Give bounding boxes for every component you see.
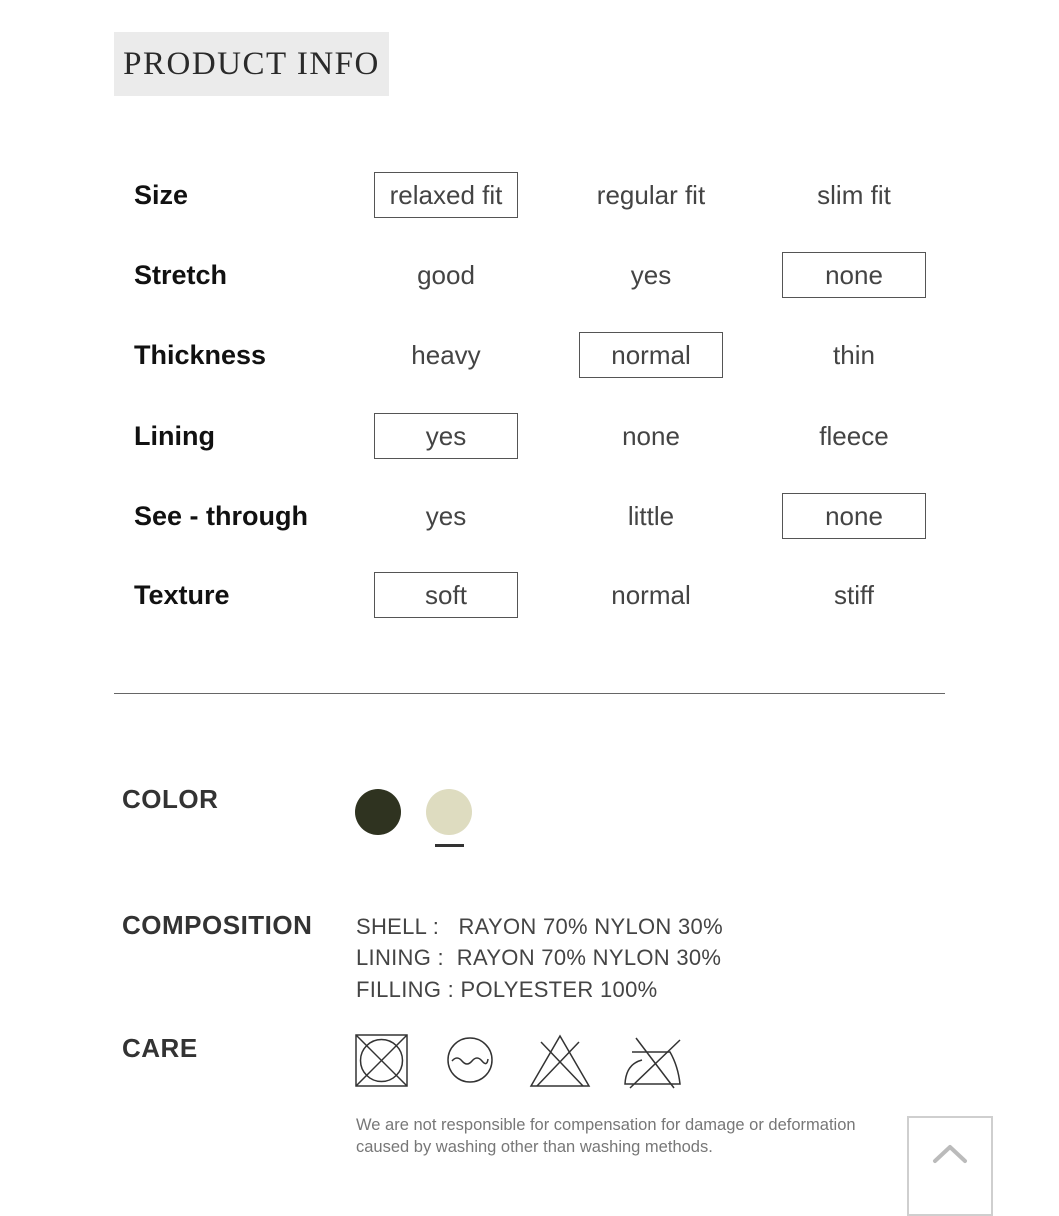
attr-label: Lining — [134, 421, 215, 451]
attr-option: soft — [374, 572, 518, 618]
composition-line-lining: LINING : RAYON 70% NYLON 30% — [356, 945, 722, 970]
chevron-up-icon — [932, 1142, 968, 1164]
attr-label: Size — [134, 180, 189, 210]
attr-row-size — [0, 170, 1059, 220]
attr-option: normal — [611, 579, 691, 610]
scroll-to-top-button[interactable] — [907, 1116, 993, 1216]
attr-option: heavy — [411, 339, 481, 370]
attr-option: stiff — [834, 579, 874, 610]
care-label: CARE — [122, 1033, 198, 1063]
attr-label: Stretch — [134, 260, 228, 290]
attr-row-thickness — [0, 330, 1059, 380]
attr-option: none — [782, 252, 926, 298]
composition-line-shell: SHELL : RAYON 70% NYLON 30% — [356, 914, 723, 939]
section-divider — [114, 693, 945, 694]
composition-line-filling: FILLING : POLYESTER 100% — [356, 977, 658, 1002]
attr-option: little — [627, 500, 675, 531]
attr-row-stretch — [0, 250, 1059, 300]
attr-option: relaxed fit — [374, 172, 518, 218]
care-disclaimer-line: We are not responsible for compensation for damage or deformation — [356, 1116, 856, 1134]
attr-label: See - through — [134, 501, 308, 531]
attr-row-see-through — [0, 491, 1059, 541]
composition-label: COMPOSITION — [122, 910, 313, 940]
attr-option: normal — [579, 332, 723, 378]
attr-option: thin — [833, 339, 875, 370]
attr-row-texture — [0, 570, 1059, 620]
page-title-box — [114, 32, 389, 96]
attr-label: Texture — [134, 580, 230, 610]
attr-row-lining — [0, 411, 1059, 461]
attr-option: none — [782, 493, 926, 539]
hand-wash-icon — [446, 1034, 494, 1084]
do-not-iron-icon — [622, 1034, 684, 1090]
color-swatch-dark-olive[interactable] — [355, 789, 401, 835]
page-title: PRODUCT INFO — [123, 45, 380, 82]
attr-option: good — [417, 259, 475, 290]
do-not-tumble-dry-icon — [355, 1034, 409, 1088]
attr-option: yes — [374, 413, 518, 459]
selected-swatch-indicator — [435, 844, 464, 847]
attr-option: yes — [425, 500, 467, 531]
attr-label: Thickness — [134, 340, 267, 370]
attr-option: yes — [630, 259, 672, 290]
attr-option: fleece — [819, 420, 889, 451]
attr-option: regular fit — [596, 179, 706, 210]
color-label: COLOR — [122, 784, 219, 814]
attr-option: slim fit — [817, 179, 891, 210]
attr-option: none — [622, 420, 680, 451]
do-not-bleach-icon — [529, 1034, 591, 1088]
care-disclaimer-line: caused by washing other than washing methods. — [356, 1138, 713, 1156]
care-disclaimer — [356, 1114, 856, 1158]
color-swatch-cream[interactable] — [426, 789, 472, 835]
